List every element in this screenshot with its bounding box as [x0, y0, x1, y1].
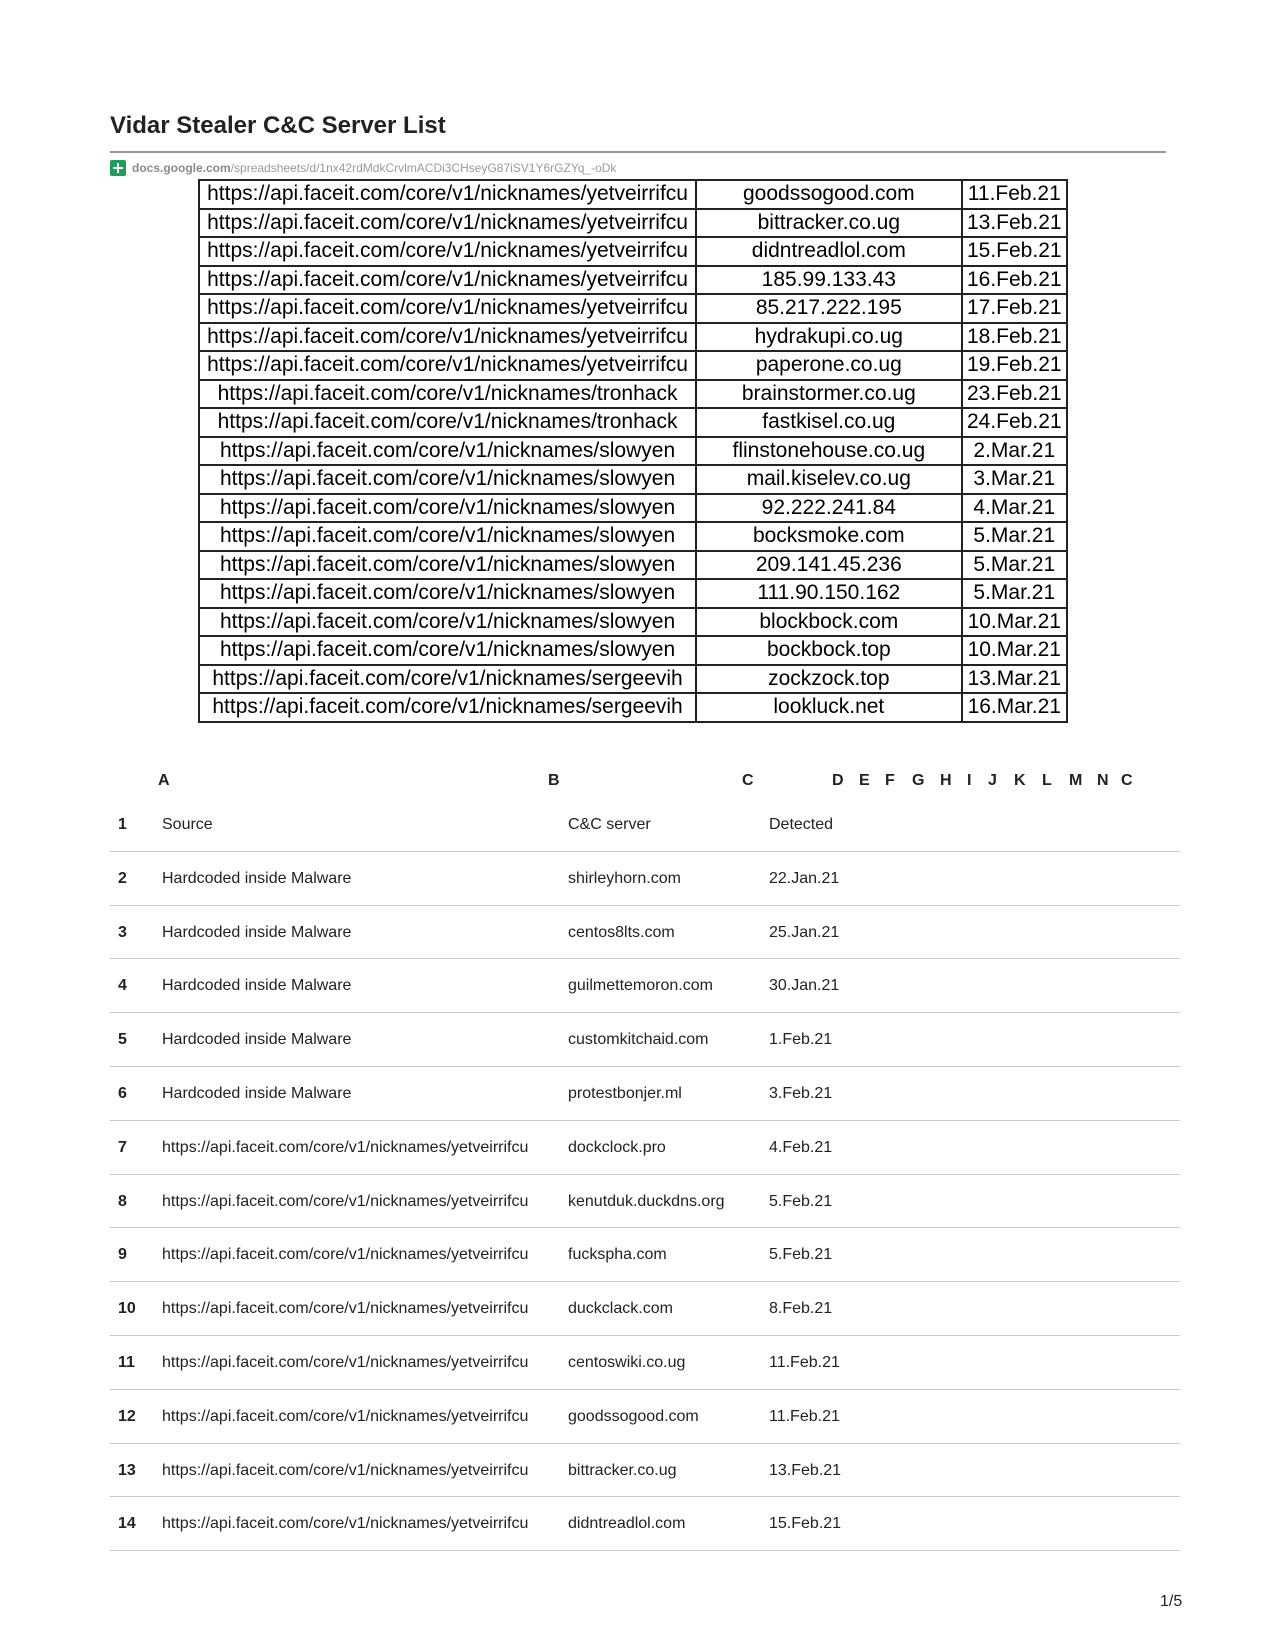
cell-detected: 4.Feb.21 [769, 1138, 833, 1156]
cell-detected: 13.Feb.21 [769, 1461, 842, 1479]
snapshot-cell: https://api.faceit.com/core/v1/nicknames/slowyen [199, 551, 696, 580]
snapshot-cell: https://api.faceit.com/core/v1/nicknames/tronhack [199, 380, 696, 409]
snapshot-row [199, 351, 1067, 380]
snapshot-row [199, 636, 1067, 665]
snapshot-row [199, 551, 1067, 580]
snapshot-cell: 209.141.45.236 [696, 551, 961, 580]
cell-detected: 5.Feb.21 [769, 1192, 833, 1210]
cell-detected: 1.Feb.21 [769, 1031, 833, 1049]
snapshot-cell: hydrakupi.co.ug [696, 323, 961, 352]
snapshot-cell: 13.Feb.21 [962, 209, 1067, 238]
snapshot-cell: 19.Feb.21 [962, 351, 1067, 380]
snapshot-cell: 18.Feb.21 [962, 323, 1067, 352]
snapshot-row [199, 465, 1067, 494]
snapshot-cell: mail.kiselev.co.ug [696, 465, 961, 494]
cell-detected: 15.Feb.21 [769, 1515, 842, 1533]
snapshot-cell: 11.Feb.21 [962, 180, 1067, 209]
snapshot-cell: https://api.faceit.com/core/v1/nicknames/yetveirrifcu [199, 237, 696, 266]
column-letter: K [1014, 772, 1026, 789]
cell-server: bittracker.co.ug [568, 1461, 677, 1479]
table-row [110, 1390, 1180, 1444]
column-letter: M [1069, 772, 1083, 789]
cell-source: Source [162, 816, 213, 833]
cell-server: dockclock.pro [568, 1138, 666, 1156]
cell-detected: 25.Jan.21 [769, 923, 840, 941]
snapshot-cell: https://api.faceit.com/core/v1/nicknames/yetveirrifcu [199, 351, 696, 380]
table-row [110, 1497, 1180, 1551]
snapshot-cell: https://api.faceit.com/core/v1/nicknames/yetveirrifcu [199, 266, 696, 295]
snapshot-cell: 10.Mar.21 [962, 608, 1067, 637]
column-letter: F [885, 772, 895, 789]
snapshot-cell: 5.Mar.21 [962, 522, 1067, 551]
column-letter: L [1042, 772, 1052, 789]
table-row [110, 906, 1180, 960]
column-letter: I [967, 772, 972, 789]
cell-server: centoswiki.co.ug [568, 1353, 686, 1371]
cell-source: https://api.faceit.com/core/v1/nicknames/yetveirrifcu [162, 1407, 529, 1425]
snapshot-cell: https://api.faceit.com/core/v1/nicknames/tronhack [199, 408, 696, 437]
snapshot-row [199, 294, 1067, 323]
column-letter: G [912, 772, 925, 789]
column-header-row [110, 772, 1190, 796]
snapshot-cell: https://api.faceit.com/core/v1/nicknames/yetveirrifcu [199, 294, 696, 323]
page-title: Vidar Stealer C&C Server List [110, 112, 446, 139]
column-letter: N [1097, 772, 1109, 789]
cell-server: C&C server [568, 816, 651, 833]
row-number: 8 [118, 1192, 127, 1210]
cell-server: kenutduk.duckdns.org [568, 1192, 725, 1210]
column-letter: H [940, 772, 952, 789]
snapshot-cell: 15.Feb.21 [962, 237, 1067, 266]
snapshot-cell: https://api.faceit.com/core/v1/nicknames/slowyen [199, 636, 696, 665]
snapshot-cell: zockzock.top [696, 665, 961, 694]
cell-server: customkitchaid.com [568, 1031, 709, 1049]
cell-source: https://api.faceit.com/core/v1/nicknames/yetveirrifcu [162, 1246, 529, 1264]
source-link[interactable] [110, 159, 616, 177]
snapshot-cell: blockbock.com [696, 608, 961, 637]
cell-source: https://api.faceit.com/core/v1/nicknames/yetveirrifcu [162, 1192, 529, 1210]
snapshot-cell: 2.Mar.21 [962, 437, 1067, 466]
row-number: 4 [118, 977, 127, 995]
row-number: 10 [118, 1300, 136, 1318]
header-row [110, 798, 1180, 852]
snapshot-cell: lookluck.net [696, 693, 961, 722]
cell-detected: Detected [769, 816, 834, 833]
embedded-table-screenshot [198, 182, 1068, 751]
snapshot-cell: 85.217.222.195 [696, 294, 961, 323]
cell-detected: 3.Feb.21 [769, 1084, 833, 1102]
cell-server: guilmettemoron.com [568, 977, 713, 995]
snapshot-cell: bocksmoke.com [696, 522, 961, 551]
row-number: 12 [118, 1407, 136, 1425]
snapshot-row [199, 693, 1067, 722]
row-number: 3 [118, 923, 127, 941]
cell-source: https://api.faceit.com/core/v1/nicknames/yetveirrifcu [162, 1353, 529, 1371]
page-number: 1/5 [1160, 1593, 1183, 1610]
snapshot-cell: https://api.faceit.com/core/v1/nicknames/sergeevih [199, 665, 696, 694]
column-letter: E [859, 772, 870, 789]
cell-source: https://api.faceit.com/core/v1/nicknames/yetveirrifcu [162, 1300, 529, 1318]
snapshot-cell: 5.Mar.21 [962, 551, 1067, 580]
cell-source: Hardcoded inside Malware [162, 923, 352, 941]
cell-server: shirleyhorn.com [568, 869, 681, 887]
table-row [110, 1175, 1180, 1229]
snapshot-cell: https://api.faceit.com/core/v1/nicknames/sergeevih [199, 693, 696, 722]
snapshot-cell: https://api.faceit.com/core/v1/nicknames/slowyen [199, 494, 696, 523]
column-letter: C [1121, 772, 1133, 789]
snapshot-cell: 17.Feb.21 [962, 294, 1067, 323]
snapshot-cell: bittracker.co.ug [696, 209, 961, 238]
cell-source: https://api.faceit.com/core/v1/nicknames/yetveirrifcu [162, 1515, 529, 1533]
google-sheets-icon [110, 160, 126, 176]
snapshot-cell: flinstonehouse.co.ug [696, 437, 961, 466]
spreadsheet-table [110, 798, 1180, 1551]
cell-detected: 11.Feb.21 [769, 1407, 840, 1425]
column-letter: B [548, 772, 560, 789]
snapshot-row [199, 237, 1067, 266]
snapshot-cell: https://api.faceit.com/core/v1/nicknames/yetveirrifcu [199, 209, 696, 238]
snapshot-cell: 16.Mar.21 [962, 693, 1067, 722]
snapshot-cell: 13.Mar.21 [962, 665, 1067, 694]
column-letter: D [832, 772, 844, 789]
cell-server: goodssogood.com [568, 1407, 699, 1425]
cell-server: didntreadlol.com [568, 1515, 686, 1533]
cell-detected: 22.Jan.21 [769, 869, 840, 887]
snapshot-cell: https://api.faceit.com/core/v1/nicknames/yetveirrifcu [199, 323, 696, 352]
snapshot-cell: didntreadlol.com [696, 237, 961, 266]
snapshot-cell: 4.Mar.21 [962, 494, 1067, 523]
snapshot-row [199, 494, 1067, 523]
column-letter: J [988, 772, 997, 789]
snapshot-row [199, 608, 1067, 637]
source-path: /spreadsheets/d/1nx42rdMdkCrvlmACDi3CHseyG87iSV1Y6rGZYq_-oDk [230, 161, 617, 175]
snapshot-cell: https://api.faceit.com/core/v1/nicknames/slowyen [199, 608, 696, 637]
cell-source: https://api.faceit.com/core/v1/nicknames/yetveirrifcu [162, 1461, 529, 1479]
row-number: 7 [118, 1138, 127, 1156]
cell-detected: 5.Feb.21 [769, 1246, 833, 1264]
cell-server: protestbonjer.ml [568, 1084, 682, 1102]
snapshot-row [199, 408, 1067, 437]
cell-source: Hardcoded inside Malware [162, 977, 352, 995]
snapshot-cell: 24.Feb.21 [962, 408, 1067, 437]
snapshot-row [199, 437, 1067, 466]
snapshot-cell: https://api.faceit.com/core/v1/nicknames/slowyen [199, 465, 696, 494]
snapshot-cell: 111.90.150.162 [696, 579, 961, 608]
snapshot-cell: https://api.faceit.com/core/v1/nicknames/slowyen [199, 579, 696, 608]
snapshot-row [199, 180, 1067, 209]
table-row [110, 1121, 1180, 1175]
cell-source: Hardcoded inside Malware [162, 869, 352, 887]
cell-source: Hardcoded inside Malware [162, 1031, 352, 1049]
cell-source: https://api.faceit.com/core/v1/nicknames/yetveirrifcu [162, 1138, 529, 1156]
table-row [110, 959, 1180, 1013]
row-number: 13 [118, 1461, 136, 1479]
table-row [110, 1336, 1180, 1390]
column-letter: A [158, 772, 170, 789]
snapshot-cell: 92.222.241.84 [696, 494, 961, 523]
snapshot-cell: fastkisel.co.ug [696, 408, 961, 437]
snapshot-row [199, 380, 1067, 409]
snapshot-cell: https://api.faceit.com/core/v1/nicknames/slowyen [199, 522, 696, 551]
cell-source: Hardcoded inside Malware [162, 1084, 352, 1102]
cell-detected: 11.Feb.21 [769, 1353, 840, 1371]
table-row [110, 1282, 1180, 1336]
snapshot-cell: 16.Feb.21 [962, 266, 1067, 295]
snapshot-cell: https://api.faceit.com/core/v1/nicknames/yetveirrifcu [199, 180, 696, 209]
table-row [110, 1444, 1180, 1498]
cell-server: duckclack.com [568, 1300, 673, 1318]
row-number: 6 [118, 1084, 127, 1102]
cell-detected: 8.Feb.21 [769, 1300, 833, 1318]
snapshot-row [199, 323, 1067, 352]
snapshot-row [199, 665, 1067, 694]
snapshot-cell: 23.Feb.21 [962, 380, 1067, 409]
snapshot-cell: brainstormer.co.ug [696, 380, 961, 409]
snapshot-cell: 3.Mar.21 [962, 465, 1067, 494]
title-divider [110, 151, 1166, 153]
cell-detected: 30.Jan.21 [769, 977, 840, 995]
snapshot-cell: 10.Mar.21 [962, 636, 1067, 665]
table-row [110, 1067, 1180, 1121]
row-number: 11 [118, 1353, 135, 1371]
cell-server: centos8lts.com [568, 923, 675, 941]
snapshot-cell: bockbock.top [696, 636, 961, 665]
row-number: 9 [118, 1246, 127, 1264]
snapshot-cell: 185.99.133.43 [696, 266, 961, 295]
snapshot-cell: goodssogood.com [696, 180, 961, 209]
snapshot-cell: paperone.co.ug [696, 351, 961, 380]
snapshot-row [199, 266, 1067, 295]
table-row [110, 852, 1180, 906]
row-number: 1 [118, 816, 127, 833]
row-number: 14 [118, 1515, 136, 1533]
column-letter: C [742, 772, 754, 789]
table-row [110, 1228, 1180, 1282]
snapshot-cell: 5.Mar.21 [962, 579, 1067, 608]
snapshot-row [199, 522, 1067, 551]
row-number: 2 [118, 869, 127, 887]
row-number: 5 [118, 1031, 127, 1049]
snapshot-row [199, 209, 1067, 238]
source-host: docs.google.com [132, 161, 231, 175]
snapshot-cell: https://api.faceit.com/core/v1/nicknames/slowyen [199, 437, 696, 466]
cell-server: fuckspha.com [568, 1246, 667, 1264]
snapshot-row [199, 579, 1067, 608]
table-row [110, 1013, 1180, 1067]
